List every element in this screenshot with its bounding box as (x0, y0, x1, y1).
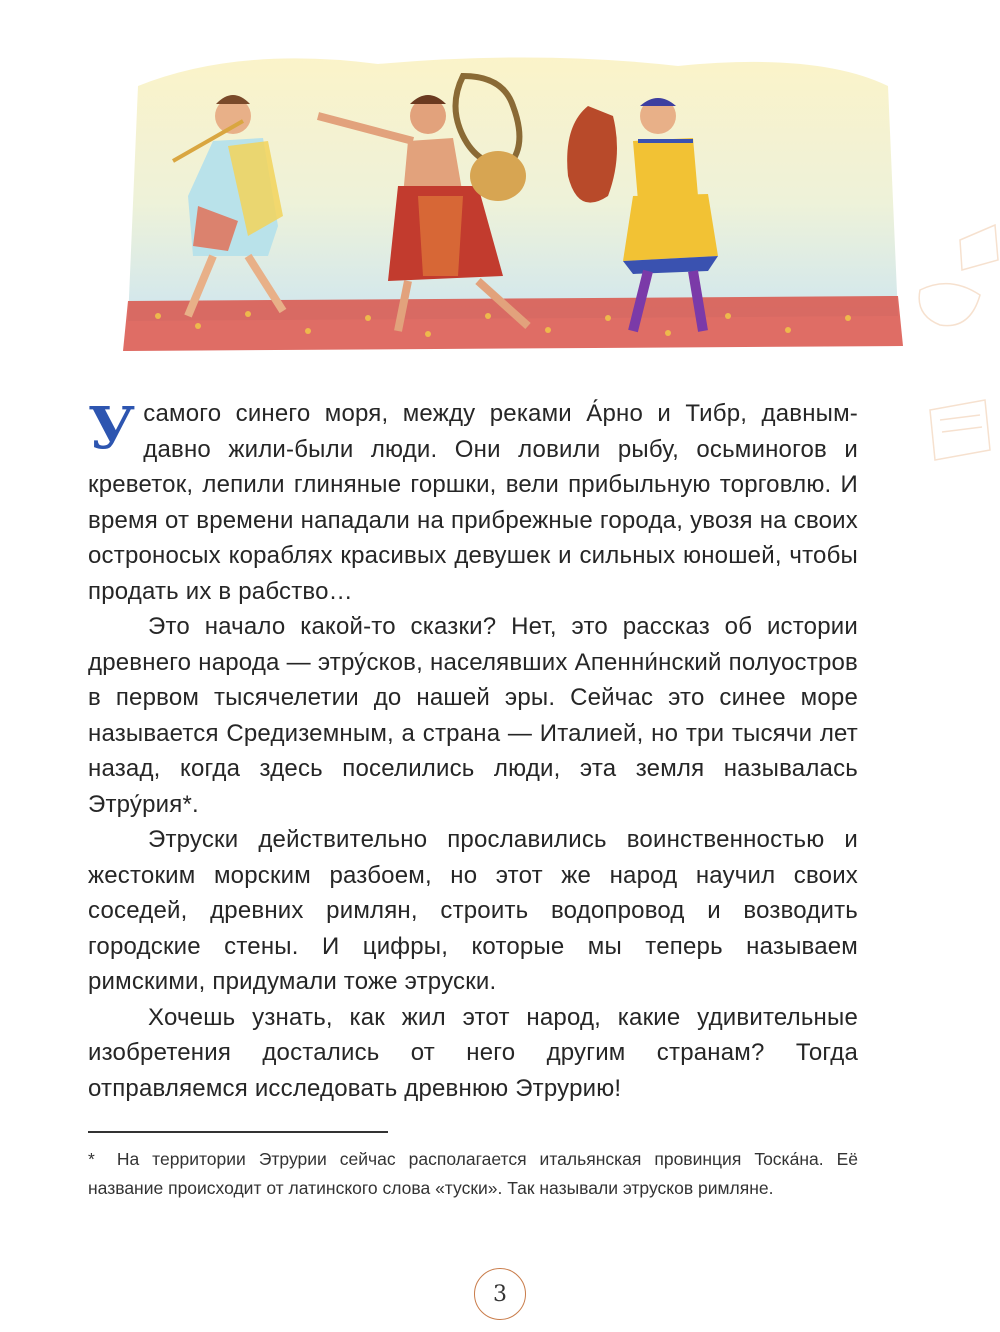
footnote-divider (88, 1131, 388, 1133)
paragraph-1-text: самого синего моря, между реками А́рно и Тибр, давным-давно жили-были люди. Они ловили рыбу, осьминогов и креветок, лепили глиняные горшки, вели прибыльную торговлю. И время от времени нападали на прибрежные города, увозя на своих остроносых кораблях красивых девушек и сильных юношей, чтобы продать их в рабство… (88, 400, 858, 605)
paragraph-4: Хочешь узнать, как жил этот народ, какие удивительные изобретения достались от него другим странам? Тогда отправляемся исследовать древнюю Этрурию! (88, 1003, 858, 1102)
page-number: 3 (474, 1268, 526, 1320)
paragraph-3: Этруски действительно прославились воинственностью и жестоким морским разбоем, но этот же народ научил своих соседей, древних римлян, строить водопровод и возводить городские стены. И цифры, которые мы теперь называем римскими, придумали тоже этруски. (88, 826, 858, 995)
etruscan-figures-illustration (118, 46, 908, 371)
main-text (88, 396, 858, 1106)
footnote (88, 1145, 858, 1203)
paragraph-2: Это начало какой-то сказки? Нет, это рассказ об истории древнего народа — этру́сков, населявших Апенни́нский полуостров в первом тысячелетии до нашей эры. Сейчас это синее море называется Средиземным, а страна — Италией, но три тысячи лет назад, когда здесь поселились люди, эта земля называлась Этру́рия*. (88, 613, 858, 818)
footnote-text: На территории Этрурии сейчас располагается итальянская провинция Toска́на. Её название происходит от латинского слова «туски». Так называли этрусков римляне. (88, 1149, 858, 1198)
footnote-marker: * (88, 1149, 95, 1169)
decorative-sketches (900, 220, 1000, 580)
paragraph-1 (88, 396, 858, 609)
drop-cap: У (88, 394, 136, 462)
